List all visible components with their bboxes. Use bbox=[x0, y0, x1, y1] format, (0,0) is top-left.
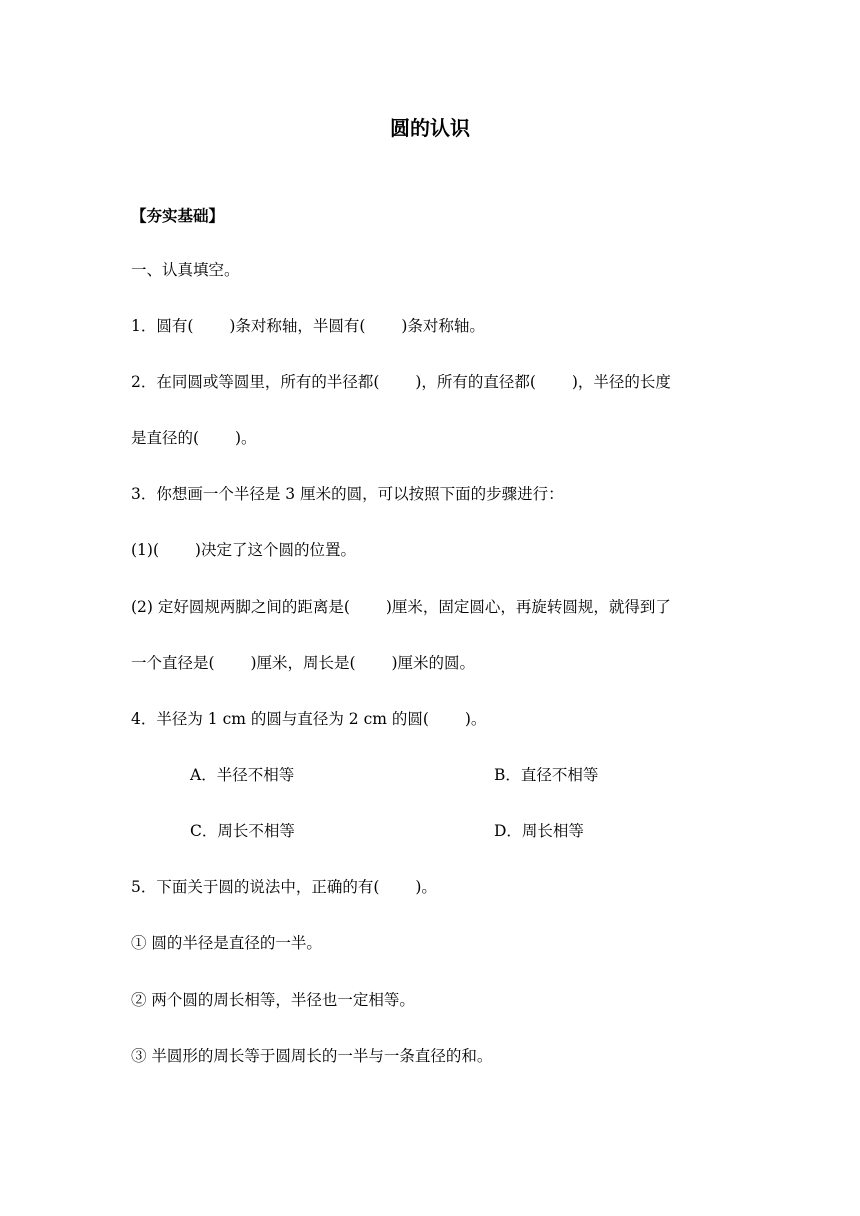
question-3-step-2-line-1: (2) 定好圆规两脚之间的距离是( )厘米，固定圆心，再旋转圆规，就得到了 bbox=[131, 598, 671, 616]
statement-1: ① 圆的半径是直径的一半。 bbox=[131, 934, 322, 952]
statement-2: ② 两个圆的周长相等，半径也一定相等。 bbox=[131, 991, 415, 1009]
option-b: B．直径不相等 bbox=[494, 766, 599, 784]
question-5: 5．下面关于圆的说法中，正确的有( )。 bbox=[131, 878, 437, 896]
question-1: 1．圆有( )条对称轴，半圆有( )条对称轴。 bbox=[131, 317, 485, 335]
page-title: 圆的认识 bbox=[390, 116, 470, 140]
option-d: D．周长相等 bbox=[494, 822, 584, 840]
option-c: C．周长不相等 bbox=[190, 822, 295, 840]
question-3-step-2-line-2: 一个直径是( )厘米，周长是( )厘米的圆。 bbox=[131, 654, 476, 672]
question-2-line-2: 是直径的( )。 bbox=[131, 429, 257, 447]
option-a: A．半径不相等 bbox=[190, 766, 295, 784]
question-2-line-1: 2．在同圆或等圆里，所有的半径都( )，所有的直径都( )，半径的长度 bbox=[131, 373, 671, 391]
statement-3: ③ 半圆形的周长等于圆周长的一半与一条直径的和。 bbox=[131, 1047, 493, 1065]
question-3: 3．你想画一个半径是 3 厘米的圆，可以按照下面的步骤进行： bbox=[131, 485, 564, 503]
question-4: 4．半径为 1 cm 的圆与直径为 2 cm 的圆( )。 bbox=[131, 710, 487, 728]
section-heading: 【夯实基础】 bbox=[131, 206, 225, 225]
question-3-step-1: (1)( )决定了这个圆的位置。 bbox=[131, 541, 356, 559]
part-heading: 一、认真填空。 bbox=[131, 261, 240, 279]
